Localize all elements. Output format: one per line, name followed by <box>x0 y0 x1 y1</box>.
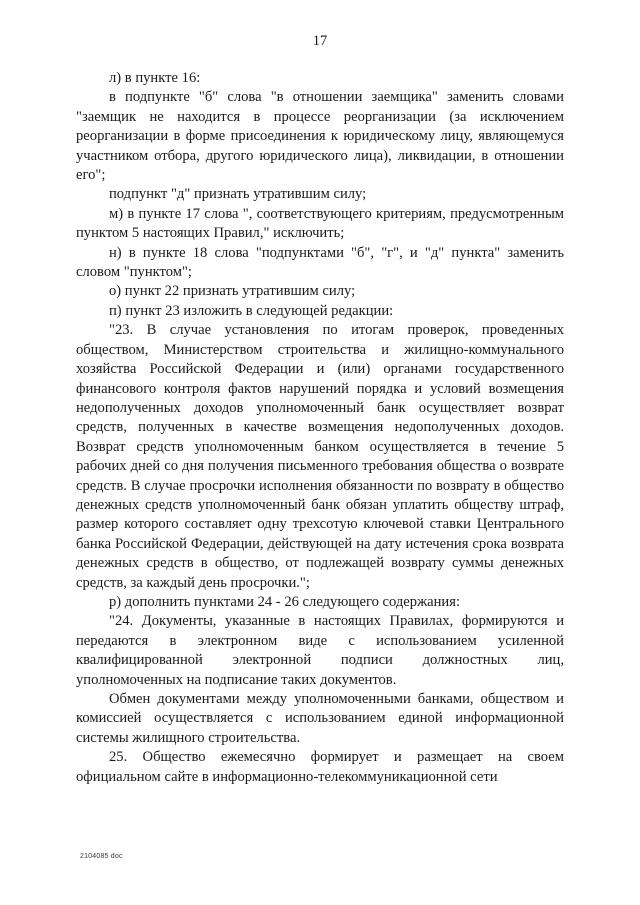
paragraph-clause-24: "24. Документы, указанные в настоящих Правилах, формируются и передаются в электронном виде с использованием усиленной квалифицированной электронной подписи должностных лиц, уполномоченных на подписание таких документов. <box>76 613 564 688</box>
page-number: 17 <box>312 33 328 49</box>
paragraph-p: п) пункт 23 изложить в следующей редакции: <box>109 302 394 319</box>
paragraph-m: м) в пункте 17 слова ", соответствующего критериям, предусмотренным пунктом 5 настоящих Правил," исключить; <box>76 205 564 242</box>
paragraph-document-exchange: Обмен документами между уполномоченными банками, обществом и комиссией осуществляется с использованием единой информационной системы жилищного строительства. <box>76 691 564 746</box>
document-body <box>76 69 564 787</box>
paragraph-n: н) в пункте 18 слова "подпунктами "б", "г", и "д" пункта" заменить словом "пунктом"; <box>76 244 564 281</box>
paragraph-subpoint-d: подпункт "д" признать утратившим силу; <box>109 186 367 203</box>
paragraph-subpoint-b: в подпункте "б" слова "в отношении заемщика" заменить словами "заемщик не находится в процессе реорганизации (за исключением реорганизации в форме присоединения к юридическому лицу, являющемуся участником отбора, другого юридического лица), ликвидации, в отношении его"; <box>76 89 564 184</box>
paragraph-o: о) пункт 22 признать утратившим силу; <box>109 283 356 300</box>
paragraph-l: л) в пункте 16: <box>109 70 201 86</box>
paragraph-r: р) дополнить пунктами 24 - 26 следующего содержания: <box>109 593 461 610</box>
paragraph-clause-23: "23. В случае установления по итогам проверок, проведенных обществом, Министерством строительства и жилищно-коммунального хозяйства Российской Федерации и (или) органами государственного финансового контроля фактов нарушений порядка и условий возмещения недополученных доходов уполномоченный банк осуществляет возврат средств, полученных в качестве возмещения недополученных доходов. Возврат средств уполномоченным банком осуществляется в течение 5 рабочих дней со дня получения письменного требования общества о возврате средств. В случае просрочки исполнения обязанности по возврату в общество денежных средств уполномоченный банк обязан уплатить обществу штраф, размер которого составляет одну трехсотую ключевой ставки Центрального банка Российской Федерации, действующей на дату истечения срока возврата денежных средств в общество, от подлежащей возврату суммы денежных средств, за каждый день просрочки."; <box>76 322 564 591</box>
paragraph-clause-25: 25. Общество ежемесячно формирует и размещает на своем официальном сайте в информационно-телекоммуникационной сети <box>76 749 564 785</box>
footer-document-code: 2104085 doc <box>80 853 123 860</box>
